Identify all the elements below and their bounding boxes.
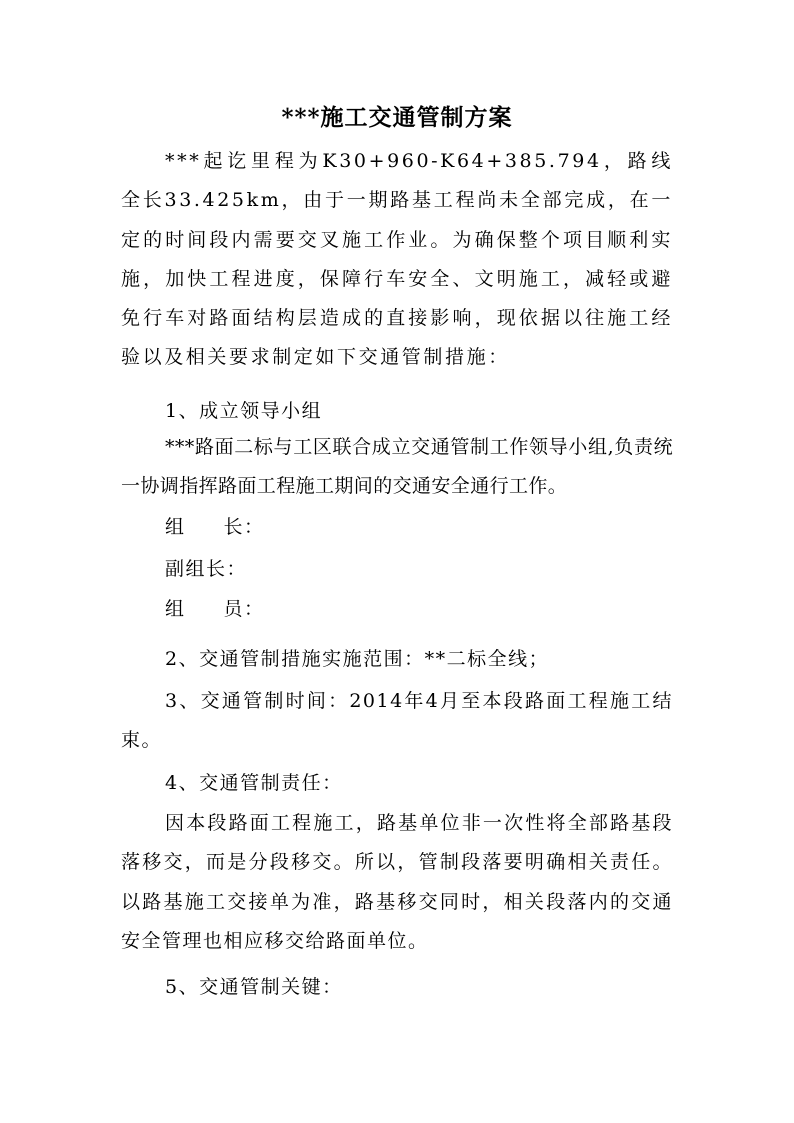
section-1-heading: 1、成立领导小组 xyxy=(165,400,323,422)
member-label-part-b: 员： xyxy=(223,598,265,620)
document-title: ***施工交通管制方案 xyxy=(281,104,513,131)
section-2-paragraph: 2、交通管制措施实施范围：**二标全线； xyxy=(165,648,550,670)
section-4-paragraph: 因本段路面工程施工，路基单位非一次性将全部路基段落移交，而是分段移交。所以，管制段落要明确相关责任。以路基施工交接单为准，路基移交同时，相关段落内的交通安全管理也相应移交给路面单位。 xyxy=(121,812,673,952)
member-label-part-a: 组 xyxy=(165,598,186,620)
section-5-heading: 5、交通管制关键： xyxy=(165,976,343,998)
deputy-leader-line xyxy=(165,550,717,589)
section-4-heading: 4、交通管制责任： xyxy=(165,772,343,794)
leader-label-part-b: 长： xyxy=(223,516,265,538)
leader-label-part-a: 组 xyxy=(165,516,186,538)
deputy-leader-label: 副组长： xyxy=(165,558,248,580)
member-line xyxy=(165,590,717,629)
leader-line xyxy=(165,508,717,547)
section-1-paragraph: ***路面二标与工区联合成立交通管制工作领导小组,负责统一协调指挥路面工程施工期间的交通安全通行工作。 xyxy=(121,436,673,498)
section-3-paragraph: 3、交通管制时间：2014年4月至本段路面工程施工结束。 xyxy=(121,690,673,752)
intro-paragraph: ***起讫里程为K30+960-K64+385.794，路线全长33.425km，由于一期路基工程尚未全部完成，在一定的时间段内需要交叉施工作业。为确保整个项目顺利实施，加快工程进度，保障行车安全、文明施工，减轻或避免行车对路面结构层造成的直接影响，现依据以往施工经验以及相关要求制定如下交通管制措施： xyxy=(121,150,673,369)
